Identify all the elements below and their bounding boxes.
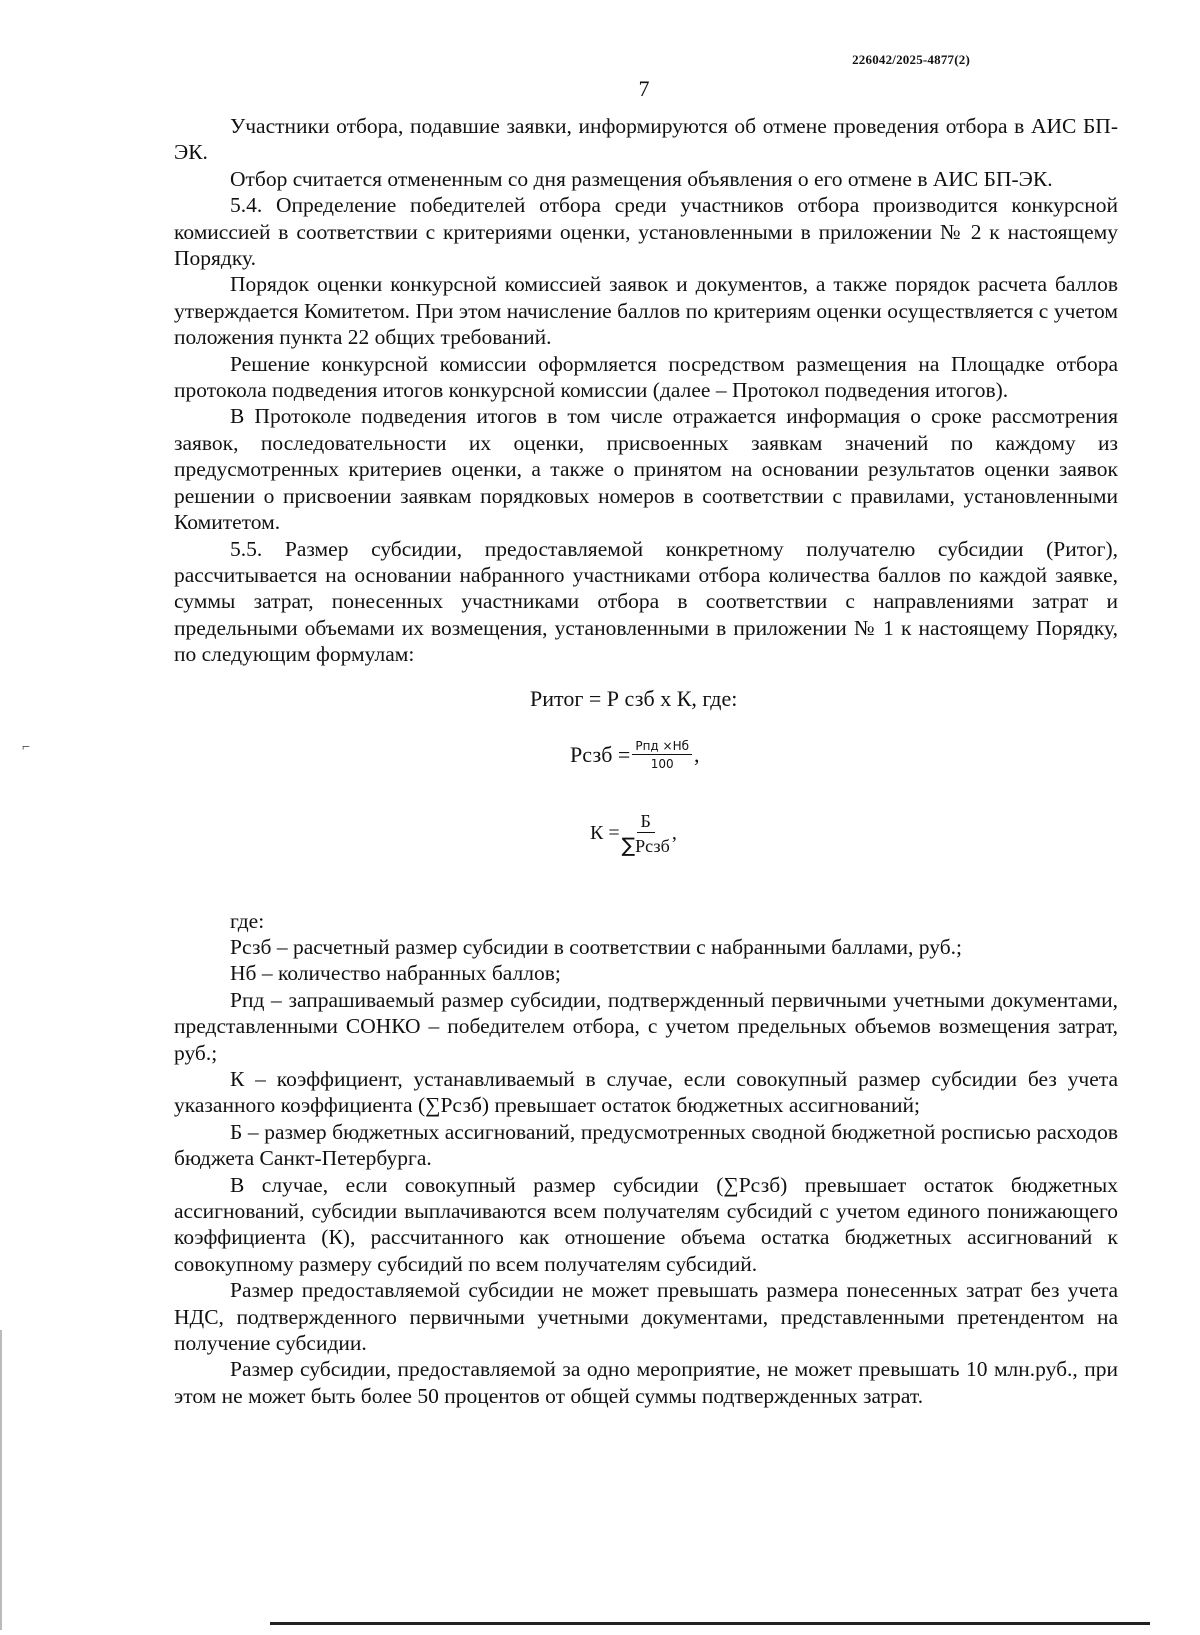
scan-artifact: ⌐ (22, 740, 30, 755)
formula-rszb-fraction (632, 738, 692, 773)
formula-k-denominator-text: Рсзб (635, 835, 670, 856)
sum-icon: ∑ (621, 832, 636, 857)
paragraph: Решение конкурсной комиссии оформляется посредством размещения на Площадке отбора протокола подведения итогов конкурсной комиссии (далее – Протокол подведения итогов). (174, 351, 1118, 403)
formula-rszb-numerator: Рпд ×Нб (632, 738, 692, 755)
definition: Рсзб – расчетный размер субсидии в соответствии с набранными баллами, руб.; (230, 934, 963, 959)
formula-k-fraction (622, 810, 670, 858)
document-body (174, 113, 1118, 1409)
formula-k-denominator (622, 833, 670, 858)
formula-block (174, 686, 1118, 908)
paragraph: Размер предоставляемой субсидии не может превышать размера понесенных затрат без учета НДС, подтвержденного первичными учетными документами, представленными претендентом на получение субсидии. (174, 1278, 1118, 1356)
paragraph: Размер субсидии, предоставляемой за одно мероприятие, не может превышать 10 млн.руб., при этом не может быть более 50 процентов от общей суммы подтвержденных затрат. (174, 1357, 1118, 1408)
definition: Рпд – запрашиваемый размер субсидии, подтвержденный первичными учетными документами, представленными СОНКО – победителем отбора, с учетом предельных объемов возмещения затрат, руб.; (174, 987, 1118, 1065)
page-number: 7 (638, 76, 650, 101)
paragraph: Участники отбора, подавшие заявки, информируются об отмене проведения отбора в АИС БП-ЭК. (174, 114, 1118, 165)
formula-rszb-lhs: Рсзб = (570, 741, 631, 767)
formula-rszb-tail: , (694, 741, 700, 767)
paragraph: В Протоколе подведения итогов в том числе отражается информация о сроке рассмотрения заявок, последовательности их оценки, присвоенных заявкам значений по каждому из предусмотренных критериев оценки, а также о принятом на основании результатов оценки заявок решении о присвоении заявкам порядковых номеров в соответствии с правилами, установленными Комитетом. (174, 404, 1118, 535)
formula-rszb-denominator: 100 (650, 756, 674, 771)
paragraph: В случае, если совокупный размер субсидии (∑Рсзб) превышает остаток бюджетных ассигнований, субсидии выплачиваются всем получателям субсидий с учетом единого понижающего коэффициента (К), рассчитанного как отношение объема остатка бюджетных ассигнований к совокупному размеру субсидий по всем получателям субсидий. (174, 1172, 1118, 1276)
document-code: 226042/2025-4877(2) (852, 52, 970, 67)
scan-edge-line (0, 1330, 2, 1630)
formula-total: Ритог = Р сзб х К, где: (530, 685, 738, 711)
paragraph: Порядок оценки конкурсной комиссией заявок и документов, а также порядок расчета баллов утверждается Комитетом. При этом начисление баллов по критериям оценки осуществляется с учетом положения пункта 22 общих требований. (174, 272, 1118, 350)
where-label: где: (230, 908, 265, 933)
paragraph: Отбор считается отмененным со дня размещения объявления о его отмене в АИС БП-ЭК. (230, 166, 1053, 191)
definition: Б – размер бюджетных ассигнований, предусмотренных сводной бюджетной росписью расходов бюджета Санкт-Петербурга. (174, 1119, 1118, 1171)
bottom-rule (270, 1622, 1150, 1625)
formula-k-tail: , (671, 822, 677, 845)
paragraph: 5.5. Размер субсидии, предоставляемой конкретному получателю субсидии (Ритог), рассчитывается на основании набранного участниками отбора количества баллов по каждой заявке, суммы затрат, понесенных участниками отбора в соответствии с направлениями затрат и предельными объемами их возмещения, установленными в приложении № 1 к настоящему Порядку, по следующим формулам: (174, 536, 1118, 667)
paragraph: 5.4. Определение победителей отбора среди участников отбора производится конкурсной комиссией в соответствии с критериями оценки, установленными в приложении № 2 к настоящему Порядку. (174, 193, 1118, 271)
definition: Нб – количество набранных баллов; (230, 961, 561, 986)
definition: К – коэффициент, устанавливаемый в случае, если совокупный размер субсидии без учета указанного коэффициента (∑Рсзб) превышает остаток бюджетных ассигнований; (174, 1066, 1118, 1118)
formula-rszb (570, 738, 700, 773)
formula-k-numerator: Б (637, 810, 655, 833)
formula-k-lhs: К = (590, 822, 620, 845)
formula-k (590, 810, 677, 858)
